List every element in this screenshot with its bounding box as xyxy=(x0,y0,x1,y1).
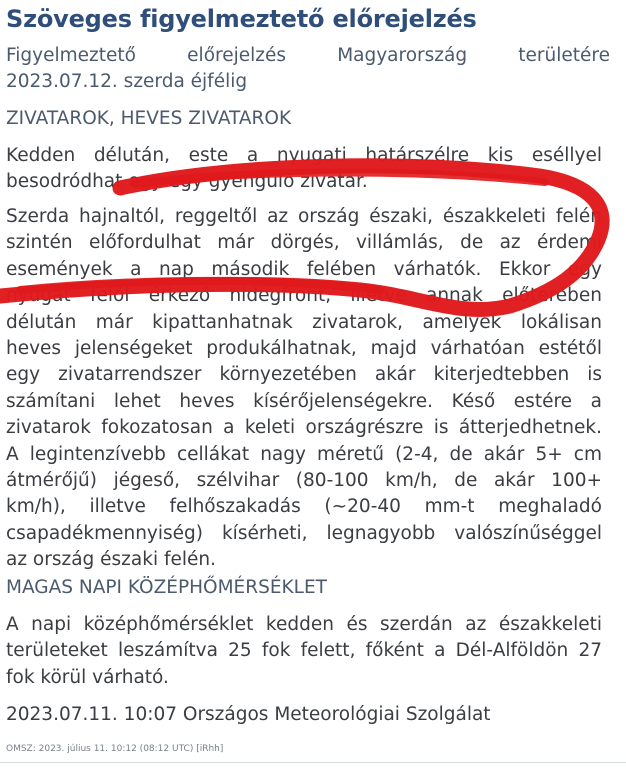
subtitle-word: Figyelmeztető xyxy=(6,45,136,66)
subtitle-word: előrejelzés xyxy=(187,45,286,66)
text-line: A napi középhőmérséklet kedden és szerdán az északkeleti xyxy=(6,614,602,635)
text-line: zivatarok fokozatosan a keleti országrészre is átterjedhetnek. xyxy=(6,417,602,439)
text-line: az ország északi felén. xyxy=(6,549,216,571)
storms-paragraph-1 xyxy=(6,143,602,196)
issued-timestamp: 2023.07.11. 10:07 Országos Meteorológiai Szolgálat xyxy=(6,704,491,725)
text-line: szintén előfordulhat már dörgés, villámlás, de az érdemi xyxy=(6,232,602,254)
text-line: események a nap második felében várhatók. Ekkor egy xyxy=(6,258,602,280)
divider xyxy=(0,762,626,763)
text-line: délután már kipattanhatnak zivatarok, amelyek lokálisan xyxy=(6,311,602,333)
text-line: Kedden délután, este a nyugati határszélre kis eséllyel xyxy=(6,145,602,166)
storms-paragraph-2 xyxy=(6,204,602,574)
text-line: besodródhat egy-egy gyengülő zivatar. xyxy=(6,171,368,193)
text-line: heves jelenségeket produkálhatnak, majd várhatóan estétől xyxy=(6,338,602,360)
subtitle-line-2: 2023.07.12. szerda éjfélig xyxy=(6,71,248,92)
temperature-paragraph xyxy=(6,612,602,691)
subtitle-line-1 xyxy=(6,43,610,69)
subtitle-word: területére xyxy=(518,45,610,66)
omsz-meta-note: OMSZ: 2023. július 11. 10:12 (08:12 UTC) [iRhh] xyxy=(6,744,224,754)
section-heading-storms: ZIVATAROK, HEVES ZIVATAROK xyxy=(6,108,292,129)
text-line: fok körül várható. xyxy=(6,666,169,688)
text-line: egy zivatarrendszer környezetében akár kiterjedtebben is xyxy=(6,364,602,386)
subtitle-word: Magyarország xyxy=(337,45,468,66)
section-heading-temperature: MAGAS NAPI KÖZÉPHŐMÉRSÉKLET xyxy=(6,577,327,598)
text-line: átmérőjű) jégeső, szélvihar (80-100 km/h, de akár 100+ xyxy=(6,470,602,492)
text-line: Szerda hajnaltól, reggeltől az ország északi, északkeleti felén xyxy=(6,206,602,227)
text-line: km/h), illetve felhőszakadás (~20-40 mm-t meghaladó xyxy=(6,496,602,518)
text-line: nyugat felől érkező hidegfront, illetve annak előterében xyxy=(6,285,602,307)
page-title: Szöveges figyelmeztető előrejelzés xyxy=(6,5,477,33)
text-line: számítani lehet heves kísérőjelenségekre. Késő estére a xyxy=(6,390,602,412)
text-line: területeket leszámítva 25 fok felett, főként a Dél-Alföldön 27 xyxy=(6,640,602,662)
text-line: csapadékmennyiség) kísérheti, legnagyobb valószínűséggel xyxy=(6,522,602,544)
text-line: A legintenzívebb cellákat nagy méretű (2-4, de akár 5+ cm xyxy=(6,443,602,465)
forecast-subtitle xyxy=(6,43,610,95)
